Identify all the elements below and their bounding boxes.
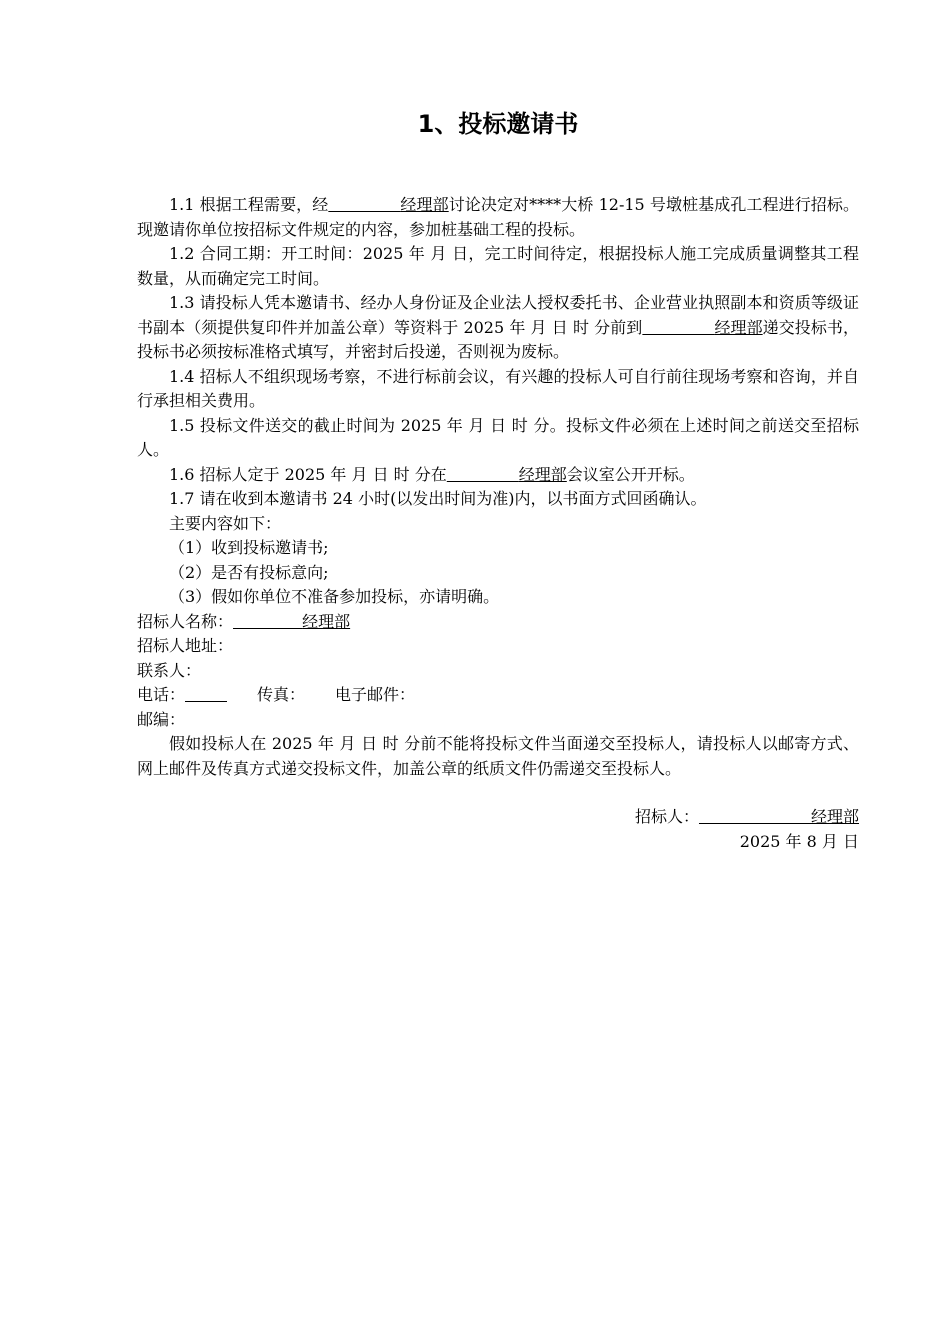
tenderer-name-value — [233, 612, 350, 631]
tenderer-name-label: 招标人名称： — [137, 611, 234, 631]
list-item: （1）收到投标邀请书; — [169, 538, 329, 557]
clause-1-6-text-a: 1.6 招标人定于 2025 年 月 日 时 分在 — [169, 464, 447, 484]
clause-1-6-dept-text: 经理部 — [518, 464, 567, 484]
tenderer-address-row: 招标人地址： — [137, 636, 234, 655]
signature-value — [699, 807, 859, 826]
clause-1-6-dept — [447, 465, 567, 484]
clause-1-3-dept — [642, 318, 762, 337]
signature-row — [137, 805, 859, 830]
phone-label: 电话： — [137, 685, 186, 704]
clause-1-2: 1.2 合同工期：开工时间：2025 年 月 日，完工时间待定，根据投标人施工完成质量调整其工程数量，从而确定完工时间。 — [137, 244, 859, 288]
clause-1-1-text-a: 1.1 根据工程需要，经 — [169, 195, 329, 214]
clause-1-3-text-b: 递交投标书，投标书必须按标准格式填写，并密封后投递，否则视为废标。 — [137, 317, 859, 361]
spacer — [137, 781, 859, 805]
phone-blank — [185, 687, 227, 702]
tenderer-name-value-text: 经理部 — [302, 611, 351, 631]
clause-1-4: 1.4 招标人不组织现场考察，不进行标前会议，有兴趣的投标人可自行前往现场考察和咨询，并自行承担相关费用。 — [137, 366, 859, 410]
document-date: 2025 年 8 月 日 — [739, 831, 859, 851]
document-title: 1、投标邀请书 — [417, 110, 579, 138]
signature-blank — [699, 807, 811, 826]
signature-value-text: 经理部 — [810, 807, 859, 826]
clause-1-1-dept-text: 经理部 — [400, 195, 449, 214]
clause-1-3-blank — [642, 318, 714, 337]
clause-1-3-dept-text: 经理部 — [714, 317, 763, 337]
clause-1-7: 1.7 请在收到本邀请书 24 小时(以发出时间为准)内，以书面方式回函确认。 — [169, 489, 707, 508]
clause-1-3 — [137, 291, 859, 365]
clause-1-1-text-b: 讨论决定对****大桥 12-15 号墩桩基成孔工程进行招标。现邀请你单位按招标文件规定的内容，参加桩基础工程的投标。 — [137, 195, 859, 239]
closing-paragraph: 假如投标人在 2025 年 月 日 时 分前不能将投标文件当面递交至投标人，请投标人以邮寄方式、网上邮件及传真方式递交投标文件，加盖公章的纸质文件仍需递交至投标人。 — [137, 734, 859, 778]
clause-1-6-text-b: 会议室公开开标。 — [566, 464, 695, 484]
postcode-row: 邮编： — [137, 709, 186, 729]
main-content-heading: 主要内容如下： — [169, 513, 282, 533]
document-page — [137, 100, 859, 854]
phone-fax-email-row — [137, 683, 859, 708]
fax-label: 传真： — [257, 685, 306, 704]
clause-1-1-blank — [328, 195, 400, 214]
tenderer-name-row — [137, 610, 859, 635]
clause-1-1-dept — [328, 195, 448, 214]
clause-1-5: 1.5 投标文件送交的截止时间为 2025 年 月 日 时 分。投标文件必须在上述时间之前送交至招标人。 — [137, 415, 859, 459]
clause-1-6-blank — [447, 465, 519, 484]
tenderer-name-blank — [233, 612, 302, 631]
signature-label: 招标人： — [634, 807, 699, 826]
clause-1-6 — [137, 463, 859, 488]
clause-1-3-text-a: 1.3 请投标人凭本邀请书、经办人身份证及企业法人授权委托书、企业营业执照副本和资质等级证书副本（须提供复印件并加盖公章）等资料于 2025 年 月 日 时 分前到 — [137, 293, 859, 337]
email-label: 电子邮件： — [335, 685, 416, 704]
list-item: （3）假如你单位不准备参加投标，亦请明确。 — [169, 587, 500, 606]
list-item: （2）是否有投标意向; — [169, 562, 329, 582]
contact-row: 联系人： — [137, 660, 202, 680]
clause-1-1 — [137, 193, 859, 242]
